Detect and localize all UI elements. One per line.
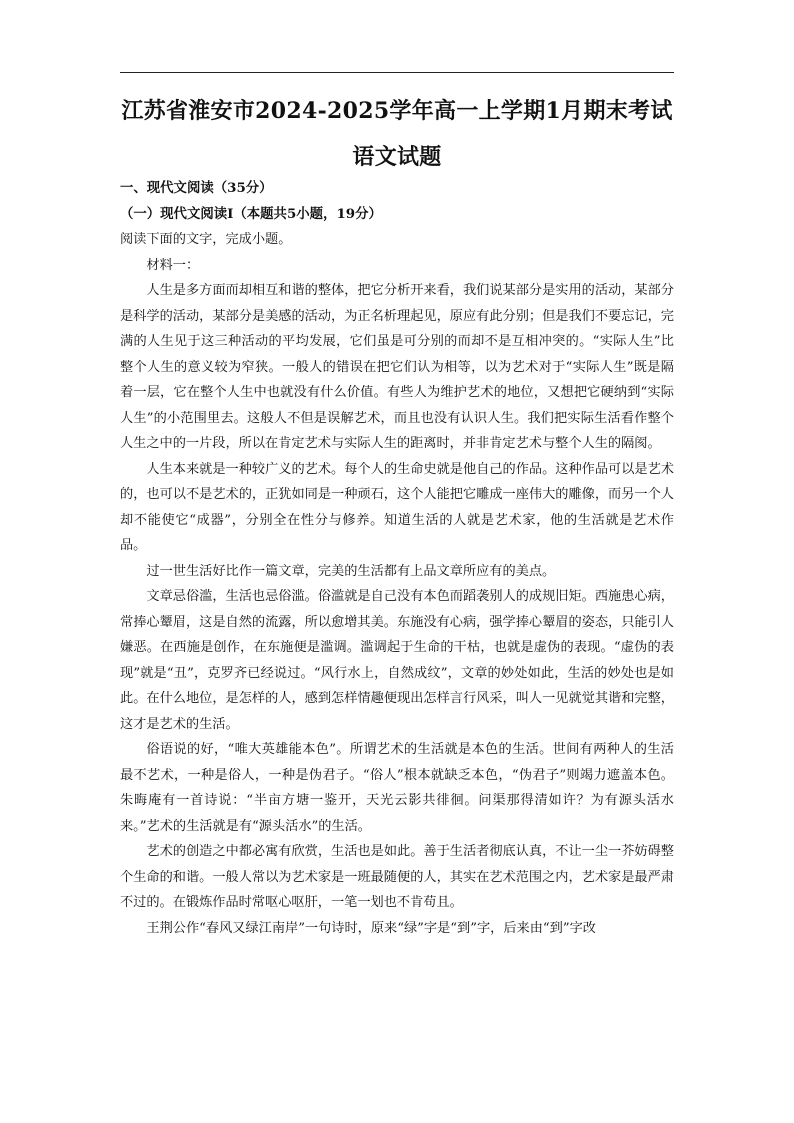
subsection-heading: （一）现代文阅读Ⅰ（本题共5小题，19分） [120,205,382,222]
paragraph: 人生本来就是一种较广义的艺术。每个人的生命史就是他自己的作品。这种作品可以是艺术的，也可以不是艺术的，正犹如同是一种顽石，这个人能把它雕成一座伟大的雕像，而另一个人却不能使它“成器”，分别全在性分与修养。知道生活的人就是艺术家，他的生活就是艺术作品。 [120,461,674,553]
header-rule [120,72,674,73]
paragraph: 王荆公作“春风又绿江南岸”一句诗时，原来“绿”字是“到”字，后来由“到”字改 [146,920,596,936]
instruction-text: 阅读下面的文字，完成小题。 [120,232,292,247]
paragraph: 人生是多方面而却相互和谐的整体，把它分析开来看，我们说某部分是实用的活动，某部分是科学的活动，某部分是美感的活动，为正名析理起见，原应有此分别；但是我们不要忘记，完满的人生见于这三种活动的平均发展，它们虽是可分别的而却不是互相冲突的。“实际人生”比整个人生的意义较为窄狭。一般人的错误在把它们认为相等，以为艺术对于“实际人生”既是隔着一层，它在整个人生中也就没有什么价值。有些人为维护艺术的地位，又想把它硬纳到“实际人生”的小范围里去。这般人不但是误解艺术，而且也没有认识人生。我们把实际生活看作整个人生之中的一片段，所以在肯定艺术与实际人生的距离时，并非肯定艺术与整个人生的隔阂。 [120,283,674,451]
document-body [120,176,674,941]
paragraph: 文章忌俗滥，生活也忌俗滥。俗滥就是自己没有本色而蹈袭别人的成规旧矩。西施患心病，常捧心颦眉，这是自然的流露，所以愈增其美。东施没有心病，强学捧心颦眉的姿态，只能引人嫌恶。在西施是创作，在东施便是滥调。滥调起于生命的干枯，也就是虚伪的表现。“虚伪的表现”就是“丑”，克罗齐已经说过。“风行水上，自然成纹”，文章的妙处如此，生活的妙处也是如此。在什么地位，是怎样的人，感到怎样情趣便现出怎样言行风采，叫人一见就觉其谐和完整，这才是艺术的生活。 [120,589,674,732]
material-label: 材料一： [146,257,200,273]
paragraph: 过一世生活好比作一篇文章，完美的生活都有上品文章所应有的美点。 [146,563,556,579]
section-heading: 一、现代文阅读（35分） [120,180,273,196]
paragraph: 俗语说的好，“唯大英雄能本色”。所谓艺术的生活就是本色的生活。世间有两种人的生活最不艺术，一种是俗人，一种是伪君子。“俗人”根本就缺乏本色，“伪君子”则竭力遮盖本色。朱晦庵有一首诗说：“半亩方塘一鉴开，天光云影共徘徊。问渠那得清如许？为有源头活水来。”艺术的生活就是有“源头活水”的生活。 [120,742,674,834]
paragraph: 艺术的创造之中都必寓有欣赏，生活也是如此。善于生活者彻底认真，不让一尘一芥妨碍整个生命的和谐。一般人常以为艺术家是一班最随便的人，其实在艺术范围之内，艺术家是最严肃不过的。在锻炼作品时常呕心呕肝，一笔一划也不肯苟且。 [120,844,674,910]
page-subtitle: 语文试题 [352,144,442,170]
page-title: 江苏省淮安市2024-2025学年高一上学期1月期末考试 [121,98,673,124]
